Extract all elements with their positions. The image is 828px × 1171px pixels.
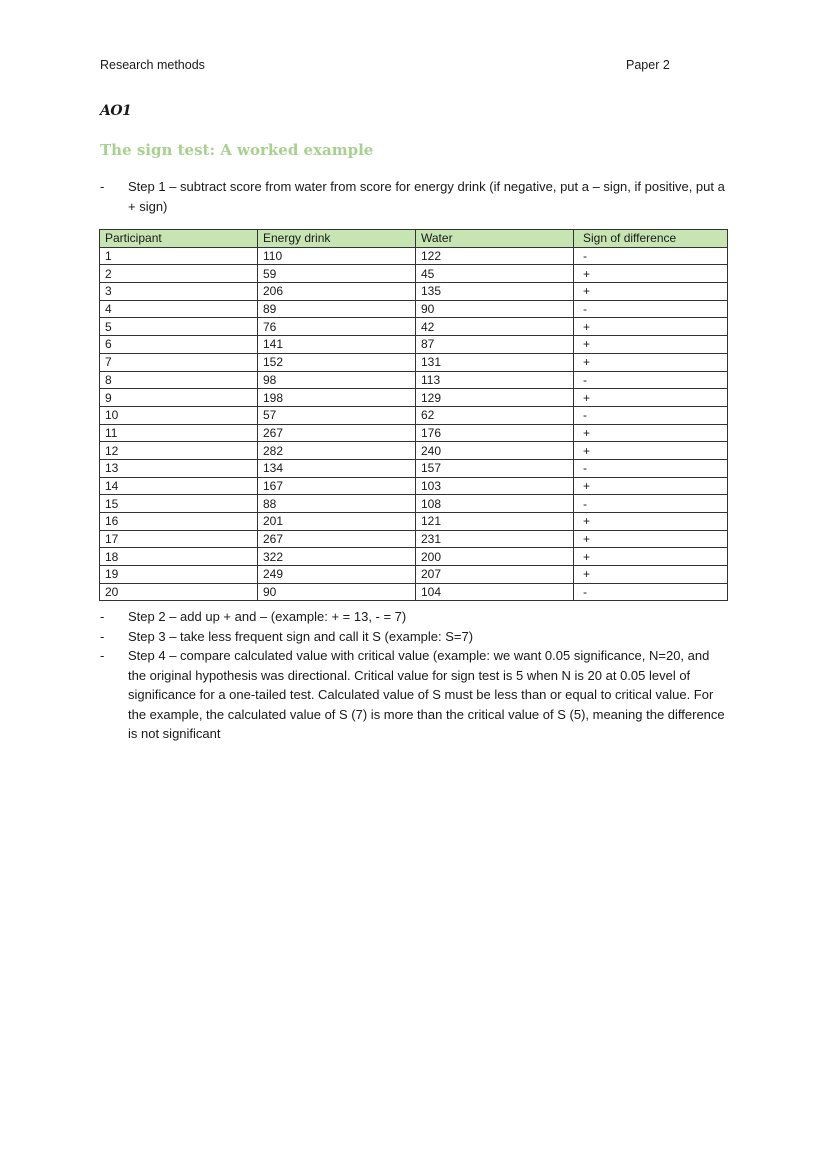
cell-energy-drink: 141 [258, 336, 416, 354]
cell-water: 176 [416, 424, 574, 442]
table-row [100, 247, 728, 265]
cell-participant: 15 [100, 495, 258, 513]
cell-participant: 13 [100, 459, 258, 477]
table-row [100, 406, 728, 424]
cell-participant: 8 [100, 371, 258, 389]
cell-water: 231 [416, 530, 574, 548]
cell-sign: - [574, 459, 728, 477]
cell-sign: + [574, 513, 728, 531]
header-water: Water [416, 230, 574, 248]
data-table [99, 229, 728, 601]
table-row [100, 495, 728, 513]
cell-energy-drink: 89 [258, 300, 416, 318]
table-row [100, 566, 728, 584]
cell-participant: 9 [100, 389, 258, 407]
table-row [100, 442, 728, 460]
cell-water: 103 [416, 477, 574, 495]
cell-water: 157 [416, 459, 574, 477]
cell-water: 87 [416, 336, 574, 354]
table-row [100, 371, 728, 389]
cell-participant: 14 [100, 477, 258, 495]
step-text: Step 2 – add up + and – (example: + = 13, - = 7) [128, 609, 407, 624]
cell-participant: 20 [100, 583, 258, 601]
table-row [100, 336, 728, 354]
step-item [100, 646, 728, 744]
cell-energy-drink: 198 [258, 389, 416, 407]
cell-sign: - [574, 300, 728, 318]
cell-sign: - [574, 247, 728, 265]
cell-water: 240 [416, 442, 574, 460]
cell-participant: 7 [100, 353, 258, 371]
header-energy-drink: Energy drink [258, 230, 416, 248]
table-row [100, 300, 728, 318]
table-row [100, 477, 728, 495]
cell-sign: + [574, 283, 728, 301]
cell-participant: 3 [100, 283, 258, 301]
ao-label: AO1 [100, 103, 132, 119]
bullet: - [100, 179, 105, 194]
step-1 [100, 177, 728, 216]
table-row [100, 265, 728, 283]
table-row [100, 548, 728, 566]
cell-energy-drink: 282 [258, 442, 416, 460]
cell-sign: + [574, 566, 728, 584]
cell-energy-drink: 134 [258, 459, 416, 477]
bullet: - [100, 609, 105, 624]
cell-participant: 4 [100, 300, 258, 318]
cell-sign: + [574, 424, 728, 442]
cell-participant: 12 [100, 442, 258, 460]
section-title: The sign test: A worked example [100, 141, 374, 159]
header-left: Research methods [100, 58, 205, 72]
cell-sign: + [574, 389, 728, 407]
step-text: Step 4 – compare calculated value with critical value (example: we want 0.05 significance, N=20, and the original hypothesis was directional. Critical value for sign test is 5 when N is 20 at 0.05 level of significance for a one-tailed test. Calculated value of S must be less than or equal to critical value. For the example, the calculated value of S (7) is more than the critical value of S (5), meaning the difference is not significant [128, 648, 725, 741]
cell-energy-drink: 110 [258, 247, 416, 265]
table-row [100, 583, 728, 601]
cell-energy-drink: 249 [258, 566, 416, 584]
cell-participant: 2 [100, 265, 258, 283]
cell-sign: - [574, 406, 728, 424]
cell-water: 207 [416, 566, 574, 584]
cell-energy-drink: 76 [258, 318, 416, 336]
cell-energy-drink: 167 [258, 477, 416, 495]
cell-water: 135 [416, 283, 574, 301]
cell-sign: - [574, 583, 728, 601]
cell-sign: + [574, 477, 728, 495]
cell-participant: 11 [100, 424, 258, 442]
cell-water: 45 [416, 265, 574, 283]
cell-water: 131 [416, 353, 574, 371]
cell-participant: 17 [100, 530, 258, 548]
cell-participant: 16 [100, 513, 258, 531]
cell-sign: + [574, 353, 728, 371]
cell-sign: + [574, 442, 728, 460]
cell-energy-drink: 57 [258, 406, 416, 424]
header-sign: Sign of difference [574, 230, 728, 248]
table-row [100, 513, 728, 531]
cell-participant: 6 [100, 336, 258, 354]
cell-participant: 18 [100, 548, 258, 566]
table-body [100, 247, 728, 601]
cell-energy-drink: 206 [258, 283, 416, 301]
table-row [100, 389, 728, 407]
cell-participant: 5 [100, 318, 258, 336]
cell-energy-drink: 88 [258, 495, 416, 513]
bullet: - [100, 648, 105, 663]
cell-water: 108 [416, 495, 574, 513]
cell-water: 121 [416, 513, 574, 531]
cell-water: 62 [416, 406, 574, 424]
cell-water: 42 [416, 318, 574, 336]
cell-sign: - [574, 371, 728, 389]
cell-sign: + [574, 336, 728, 354]
cell-energy-drink: 59 [258, 265, 416, 283]
cell-energy-drink: 90 [258, 583, 416, 601]
cell-water: 90 [416, 300, 574, 318]
cell-sign: + [574, 530, 728, 548]
bullet: - [100, 628, 105, 644]
table-header-row [100, 230, 728, 248]
cell-water: 122 [416, 247, 574, 265]
table-row [100, 353, 728, 371]
step-item [100, 627, 728, 647]
step-1-text: Step 1 – subtract score from water from score for energy drink (if negative, put a – sign, if positive, put a + sign) [128, 179, 725, 214]
cell-sign: - [574, 495, 728, 513]
table-row [100, 459, 728, 477]
cell-energy-drink: 267 [258, 424, 416, 442]
steps-list [100, 607, 728, 744]
step-item [100, 607, 728, 627]
table-row [100, 283, 728, 301]
cell-water: 200 [416, 548, 574, 566]
table-row [100, 530, 728, 548]
table-row [100, 318, 728, 336]
step-text: Step 3 – take less frequent sign and call it S (example: S=7) [128, 628, 474, 644]
cell-energy-drink: 267 [258, 530, 416, 548]
cell-energy-drink: 322 [258, 548, 416, 566]
cell-participant: 1 [100, 247, 258, 265]
header-participant: Participant [100, 230, 258, 248]
cell-sign: + [574, 548, 728, 566]
cell-participant: 19 [100, 566, 258, 584]
cell-participant: 10 [100, 406, 258, 424]
cell-sign: + [574, 318, 728, 336]
cell-water: 129 [416, 389, 574, 407]
cell-water: 104 [416, 583, 574, 601]
cell-sign: + [574, 265, 728, 283]
table-row [100, 424, 728, 442]
header-right: Paper 2 [626, 58, 670, 72]
cell-energy-drink: 152 [258, 353, 416, 371]
cell-energy-drink: 98 [258, 371, 416, 389]
cell-water: 113 [416, 371, 574, 389]
cell-energy-drink: 201 [258, 513, 416, 531]
